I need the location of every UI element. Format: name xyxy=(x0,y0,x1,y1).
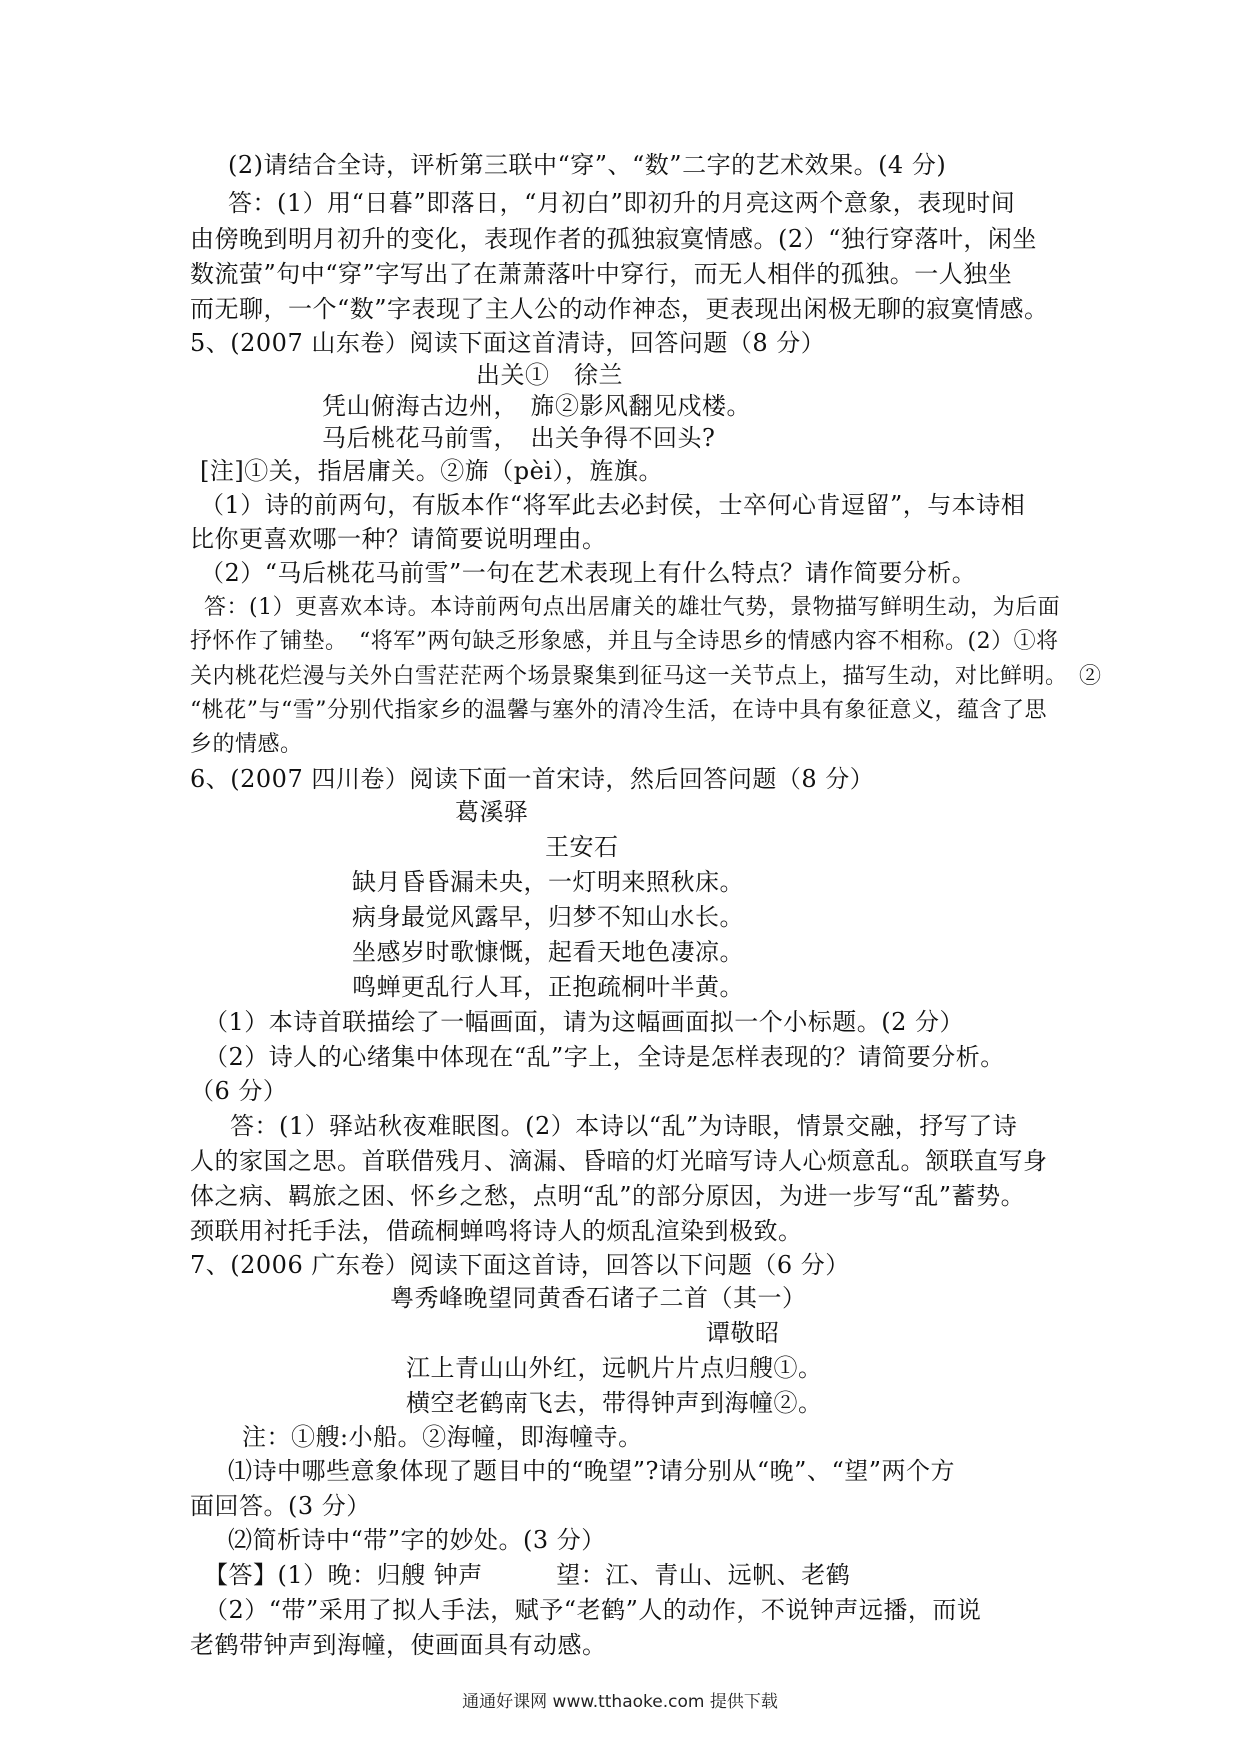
poem-title: 葛溪驿 xyxy=(455,798,529,826)
poem-line: 鸣蝉更乱行人耳，正抱疏桐叶半黄。 xyxy=(352,973,744,1001)
poem-title: 出关① 徐兰 xyxy=(476,361,623,389)
text-line: 颈联用衬托手法，借疏桐蝉鸣将诗人的烦乱渲染到极致。 xyxy=(190,1217,803,1245)
poem-title: 粤秀峰晚望同黄香石诸子二首（其一） xyxy=(390,1284,807,1312)
text-line: 老鹤带钟声到海幢，使画面具有动感。 xyxy=(190,1631,607,1659)
poem-author: 谭敬昭 xyxy=(706,1319,780,1347)
poem-line: 江上青山山外红，远帆片片点归艘①。 xyxy=(406,1354,823,1382)
text-line: 答：(1）更喜欢本诗。本诗前两句点出居庸关的雄壮气势，景物描写鲜明生动，为后面 xyxy=(204,595,1061,620)
page-footer: 通通好课网 www.tthaoke.com 提供下载 xyxy=(462,1692,778,1712)
question-heading: 6、(2007 四川卷）阅读下面一首宋诗，然后回答问题（8 分） xyxy=(190,765,875,793)
poem-line: 马后桃花马前雪， 出关争得不回头? xyxy=(322,424,716,452)
text-line: （1）诗的前两句，有版本作“将军此去必封侯，士卒何心肯逗留”，与本诗相 xyxy=(200,491,1026,519)
text-line: 答：(1）用“日暮”即落日，“月初白”即初升的月亮这两个意象，表现时间 xyxy=(228,189,1016,217)
poem-line: 缺月昏昏漏未央，一灯明来照秋床。 xyxy=(352,868,744,896)
text-line: 比你更喜欢哪一种？请简要说明理由。 xyxy=(190,525,607,553)
text-line: ⑴诗中哪些意象体现了题目中的“晚望”?请分别从“晚”、“望”两个方 xyxy=(228,1457,955,1485)
text-line: 乡的情感。 xyxy=(190,732,303,757)
text-line: 【答】(1）晚：归艘 钟声 望：江、青山、远帆、老鹤 xyxy=(204,1561,851,1589)
poem-line: 病身最觉风露早，归梦不知山水长。 xyxy=(352,903,744,931)
text-line: （2）“马后桃花马前雪”一句在艺术表现上有什么特点？请作简要分析。 xyxy=(200,559,977,587)
poem-line: 坐感岁时歌慷慨，起看天地色凄凉。 xyxy=(352,938,744,966)
text-line: 答：(1）驿站秋夜难眠图。(2）本诗以“乱”为诗眼，情景交融，抒写了诗 xyxy=(230,1112,1018,1140)
poem-line: 凭山俯海古边州， 旆②影风翻见戍楼。 xyxy=(322,392,751,420)
text-line: 数流萤”句中“穿”字写出了在萧萧落叶中穿行，而无人相伴的孤独。一人独坐 xyxy=(190,260,1013,288)
text-line: 体之病、羁旅之困、怀乡之愁，点明“乱”的部分原因，为进一步写“乱”蓄势。 xyxy=(190,1182,1026,1210)
text-line: 面回答。(3 分） xyxy=(190,1492,371,1520)
text-line: 注：①艘:小船。②海幢，即海幢寺。 xyxy=(242,1423,643,1451)
text-line: 而无聊，一个“数”字表现了主人公的动作神态，更表现出闲极无聊的寂寞情感。 xyxy=(190,295,1049,323)
text-line: 人的家国之思。首联借残月、滴漏、昏暗的灯光暗写诗人心烦意乱。颔联直写身 xyxy=(190,1147,1048,1175)
text-line: 抒怀作了铺垫。 “将军”两句缺乏形象感，并且与全诗思乡的情感内容不相称。(2）①将 xyxy=(190,629,1059,654)
text-line: (2)请结合全诗，评析第三联中“穿”、“数”二字的艺术效果。(4 分) xyxy=(228,151,947,179)
poem-line: 横空老鹤南飞去，带得钟声到海幢②。 xyxy=(406,1389,823,1417)
text-line: [注]①关，指居庸关。②旆（pèi），旌旗。 xyxy=(200,457,663,485)
text-line: 关内桃花烂漫与关外白雪茫茫两个场景聚集到征马这一关节点上，描写生动，对比鲜明。 ② xyxy=(190,664,1102,689)
text-line: ⑵简析诗中“带”字的妙处。(3 分） xyxy=(228,1526,606,1554)
poem-author: 王安石 xyxy=(545,833,619,861)
text-line: （2）“带”采用了拟人手法，赋予“老鹤”人的动作，不说钟声远播，而说 xyxy=(204,1596,982,1624)
question-heading: 7、(2006 广东卷）阅读下面这首诗，回答以下问题（6 分） xyxy=(190,1251,850,1279)
text-line: 由傍晚到明月初升的变化，表现作者的孤独寂寞情感。(2）“独行穿落叶，闲坐 xyxy=(190,225,1037,253)
text-line: （6 分） xyxy=(190,1077,288,1105)
text-line: （1）本诗首联描绘了一幅画面，请为这幅画面拟一个小标题。(2 分） xyxy=(204,1008,965,1036)
question-heading: 5、(2007 山东卷）阅读下面这首清诗，回答问题（8 分） xyxy=(190,329,826,357)
text-line: （2）诗人的心绪集中体现在“乱”字上，全诗是怎样表现的？请简要分析。 xyxy=(204,1043,1005,1071)
text-line: “桃花”与“雪”分别代指家乡的温馨与塞外的清冷生活，在诗中具有象征意义，蕴含了思 xyxy=(190,698,1047,723)
